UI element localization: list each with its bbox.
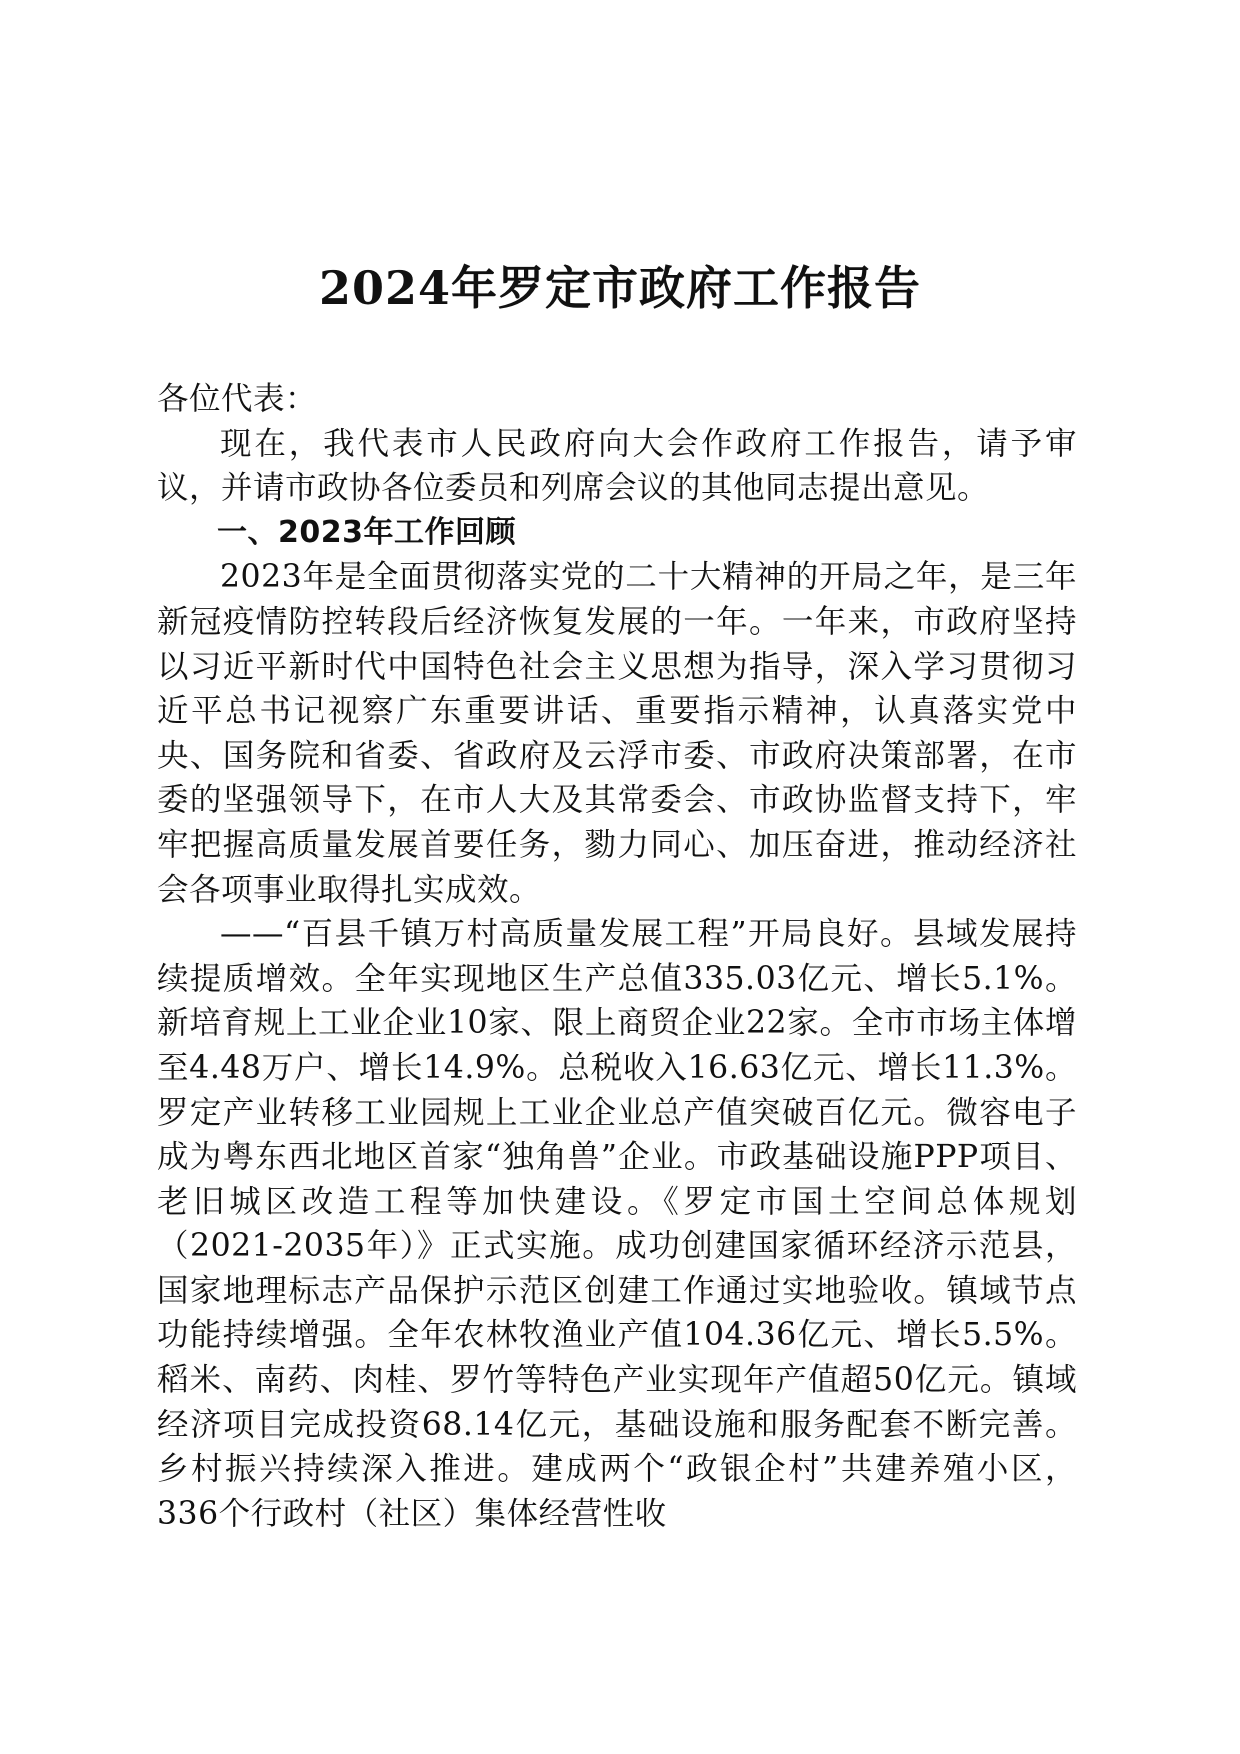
document-body	[157, 377, 1077, 1536]
paragraph-review: 2023年是全面贯彻落实党的二十大精神的开局之年，是三年新冠疫情防控转段后经济恢复发展的一年。一年来，市政府坚持以习近平新时代中国特色社会主义思想为指导，深入学习贯彻习近平总书记视察广东重要讲话、重要指示精神，认真落实党中央、国务院和省委、省政府及云浮市委、市政府决策部署，在市委的坚强领导下，在市人大及其常委会、市政协监督支持下，牢牢把握高质量发展首要任务，勠力同心、加压奋进，推动经济社会各项事业取得扎实成效。	[157, 559, 1077, 908]
document-title: 2024年罗定市政府工作报告	[318, 261, 922, 315]
salutation: 各位代表：	[157, 381, 318, 417]
intro-paragraph: 现在，我代表市人民政府向大会作政府工作报告，请予审议，并请市政协各位委员和列席会议的其他同志提出意见。	[157, 425, 1077, 507]
section-heading: 一、2023年工作回顾	[217, 514, 516, 550]
paragraph-county-development: ——“百县千镇万村高质量发展工程”开局良好。县域发展持续提质增效。全年实现地区生产总值335.03亿元、增长5.1%。新培育规上工业企业10家、限上商贸企业22家。全市市场主体增至4.48万户、增长14.9%。总税收入16.63亿元、增长11.3%。罗定产业转移工业园规上工业企业总产值突破百亿元。微容电子成为粤东西北地区首家“独角兽”企业。市政基础设施PPP项目、老旧城区改造工程等加快建设。《罗定市国土空间总体规划（2021-2035年）》正式实施。成功创建国家循环经济示范县，国家地理标志产品保护示范区创建工作通过实地验收。镇域节点功能持续增强。全年农林牧渔业产值104.36亿元、增长5.5%。稻米、南药、肉桂、罗竹等特色产业实现年产值超50亿元。镇域经济项目完成投资68.14亿元，基础设施和服务配套不断完善。乡村振兴持续深入推进。建成两个“政银企村”共建养殖小区，336个行政村（社区）集体经营性收	[157, 916, 1077, 1532]
